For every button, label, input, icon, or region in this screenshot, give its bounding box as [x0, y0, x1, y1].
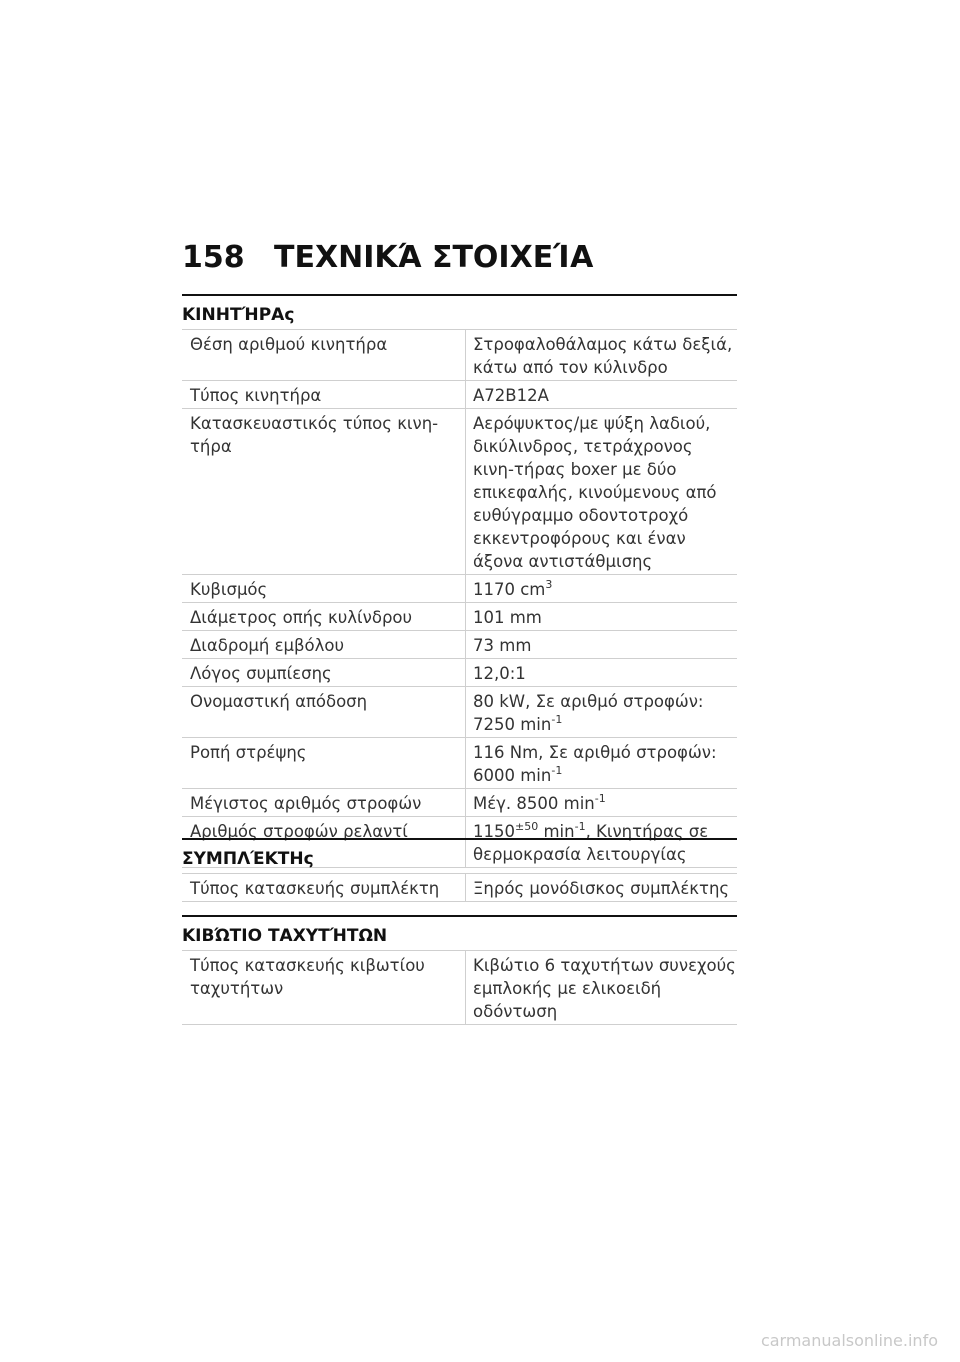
spec-value: Στροφαλοθάλαμος κάτω δεξιά, κάτω από τον κύλινδρο [473, 335, 733, 377]
spec-label: Κατασκευαστικός τύπος κινη-τήρα [182, 409, 466, 575]
spec-label: Διάμετρος οπής κυλίνδρου [182, 603, 466, 631]
spec-label: Λόγος συμπίεσης [182, 659, 466, 687]
spec-value: Μέγ. 8500 $\min^{-1}$ [473, 791, 606, 813]
table-row [182, 603, 737, 631]
page-number: 158 [182, 240, 245, 275]
clutch-spec-table [182, 873, 737, 902]
table-row [182, 631, 737, 659]
spec-value: 101 mm [473, 608, 542, 627]
spec-value: 1170 $cm^3$ [473, 577, 553, 599]
spec-label: Μέγιστος αριθμός στροφών [182, 789, 466, 817]
table-row [182, 381, 737, 409]
table-row [182, 659, 737, 687]
table-row [182, 409, 737, 575]
spec-label: Διαδρομή εμβόλου [182, 631, 466, 659]
page-title: ΤΕΧΝΙΚΆ ΣΤΟΙΧΕΊΑ [274, 240, 594, 275]
table-row [182, 789, 737, 817]
clutch-section [182, 838, 737, 902]
watermark-brand: carmanualsonline.info [760, 1331, 938, 1350]
spec-label: Κυβισμός [182, 575, 466, 603]
spec-label: Ροπή στρέψης [182, 738, 466, 789]
spec-label: Αριθμός στροφών ρελαντί [182, 817, 466, 868]
table-row [182, 575, 737, 603]
spec-value: Αερόψυκτος/με ψύξη λαδιού, δικύλινδρος, τετράχρονος κινη-τήρας boxer με δύο επικεφαλής, κινούμενους από ευθύγραμμο οδοντοτροχό εκκεντροφόρους και έναν άξονα αντιστάθμισης [473, 414, 717, 571]
spec-value: 80 kW, Σε αριθμό στροφών: 7250 $\min^{-1}$ [473, 692, 704, 734]
table-row [182, 874, 737, 902]
section-title-gearbox: ΚΙΒΏΤΙΟ ΤΑΧΥΤΉΤΩΝ [182, 915, 737, 950]
engine-spec-table [182, 329, 737, 868]
table-row [182, 951, 737, 1025]
section-title-clutch: ΣΥΜΠΛΈΚΤΗς [182, 838, 737, 873]
spec-value: 12,0:1 [473, 664, 526, 683]
spec-value: 73 mm [473, 636, 532, 655]
gearbox-spec-table [182, 950, 737, 1025]
spec-value: 116 Nm, Σε αριθμό στροφών: 6000 $\min^{-1}$ [473, 743, 717, 785]
spec-label: Ονομαστική απόδοση [182, 687, 466, 738]
spec-label: Τύπος κινητήρα [182, 381, 466, 409]
table-row [182, 687, 737, 738]
page-header [182, 240, 593, 275]
spec-label: Τύπος κατασκευής συμπλέκτη [182, 874, 466, 902]
table-row [182, 330, 737, 381]
gearbox-section [182, 915, 737, 1025]
section-title-engine: ΚΙΝΗΤΉΡΑς [182, 294, 737, 329]
spec-value: Ξηρός μονόδισκος συμπλέκτης [473, 879, 730, 898]
engine-section [182, 294, 737, 868]
spec-value: $1150^{\pm 50}$ $\min^{-1}$, Κινητήρας σε θερμοκρασία λειτουργίας [473, 819, 709, 864]
spec-value: A72B12A [473, 386, 549, 405]
spec-value: Κιβώτιο 6 ταχυτήτων συνεχούς εμπλοκής με ελικοειδή οδόντωση [473, 956, 736, 1021]
spec-label: Θέση αριθμού κινητήρα [182, 330, 466, 381]
table-row [182, 738, 737, 789]
spec-label: Τύπος κατασκευής κιβωτίου ταχυτήτων [182, 951, 466, 1025]
